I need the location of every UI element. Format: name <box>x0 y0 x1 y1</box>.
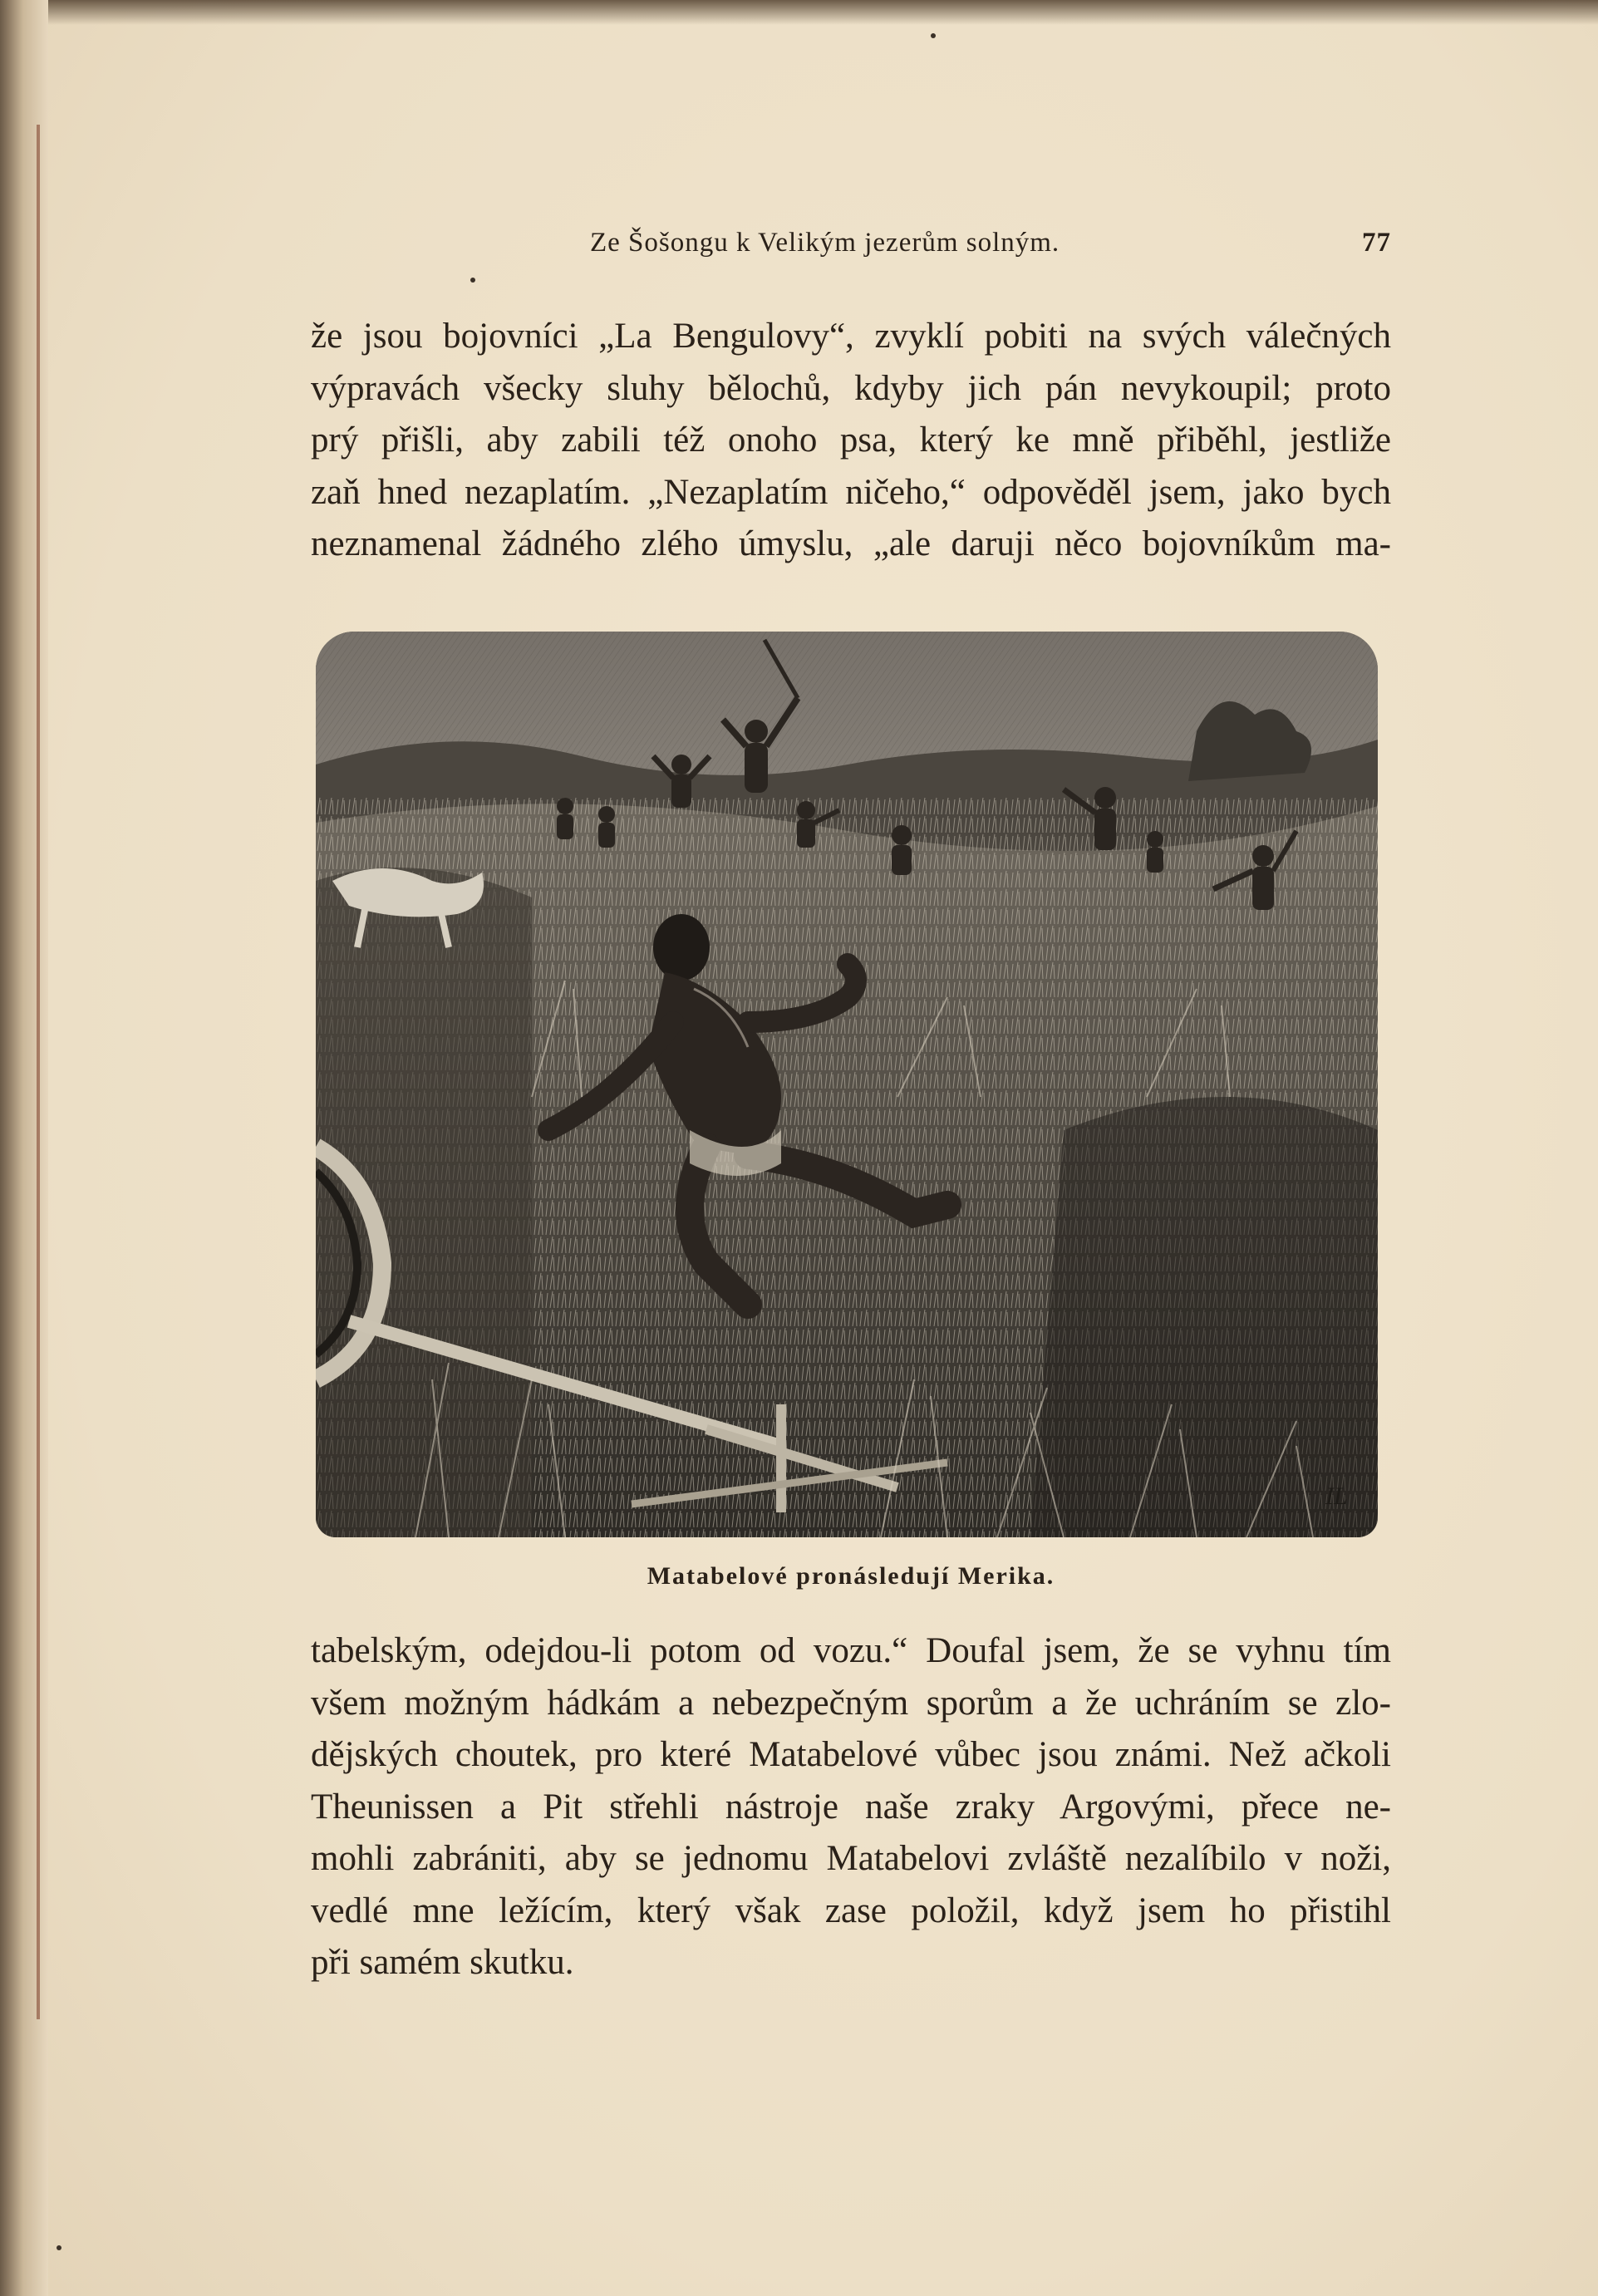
right-grass-shadow <box>1030 1097 1378 1537</box>
binding-thread-line <box>37 125 40 2019</box>
text-line: vedlé mne ležícím, který však zase položil, když jsem ho přistihl <box>311 1890 1391 1930</box>
book-binding-edge <box>0 0 48 2296</box>
engraver-signature: IL <box>1325 1482 1348 1510</box>
paragraph-top <box>311 311 1391 571</box>
text-line: dějských choutek, pro které Matabelové vůbec jsou známi. Než ačkoli <box>311 1735 1391 1774</box>
page-top-shadow <box>48 0 1598 25</box>
text-line: mohli zabrániti, aby se jednomu Matabelovi zvláště nezalíbilo v noži, <box>311 1839 1391 1878</box>
text-line: tabelským, odejdou-li potom od vozu.“ Doufal jsem, že se vyhnu tím <box>311 1631 1391 1670</box>
ink-speck <box>470 278 475 283</box>
text-line: všem možným hádkám a nebezpečným sporům a že uchráním se zlo- <box>311 1683 1391 1723</box>
paragraph-bottom <box>311 1625 1391 1989</box>
figure-caption: Matabelové pronásledují Merika. <box>647 1562 1055 1590</box>
book-page <box>48 0 1598 2296</box>
running-head <box>311 228 1391 266</box>
ink-speck <box>931 33 936 38</box>
ink-speck <box>57 2245 61 2250</box>
running-head-title: Ze Šošongu k Velikým jezerům solným. <box>590 228 1060 258</box>
text-line: neznamenal žádného zlého úmyslu, „ale daruji něco bojovníkům ma- <box>311 524 1391 563</box>
text-line: zaň hned nezaplatím. „Nezaplatím ničeho,“ odpověděl jsem, jako bych <box>311 472 1391 512</box>
text-line: že jsou bojovníci „La Bengulovy“, zvyklí pobiti na svých válečných <box>311 317 1391 356</box>
engraving-illustration <box>316 632 1378 1537</box>
left-grass-shadow <box>316 868 532 1537</box>
engraving-artwork <box>316 632 1378 1537</box>
text-line: Theunissen a Pit střehli nástroje naše zraky Argovými, přece ne- <box>311 1787 1391 1826</box>
text-line: výpravách všecky sluhy bělochů, kdyby jich pán nevykoupil; proto <box>311 368 1391 408</box>
text-line: prý přišli, aby zabili též onoho psa, který ke mně přiběhl, jestliže <box>311 420 1391 460</box>
text-line: při samém skutku. <box>311 1943 574 1982</box>
page-number: 77 <box>1362 228 1391 258</box>
